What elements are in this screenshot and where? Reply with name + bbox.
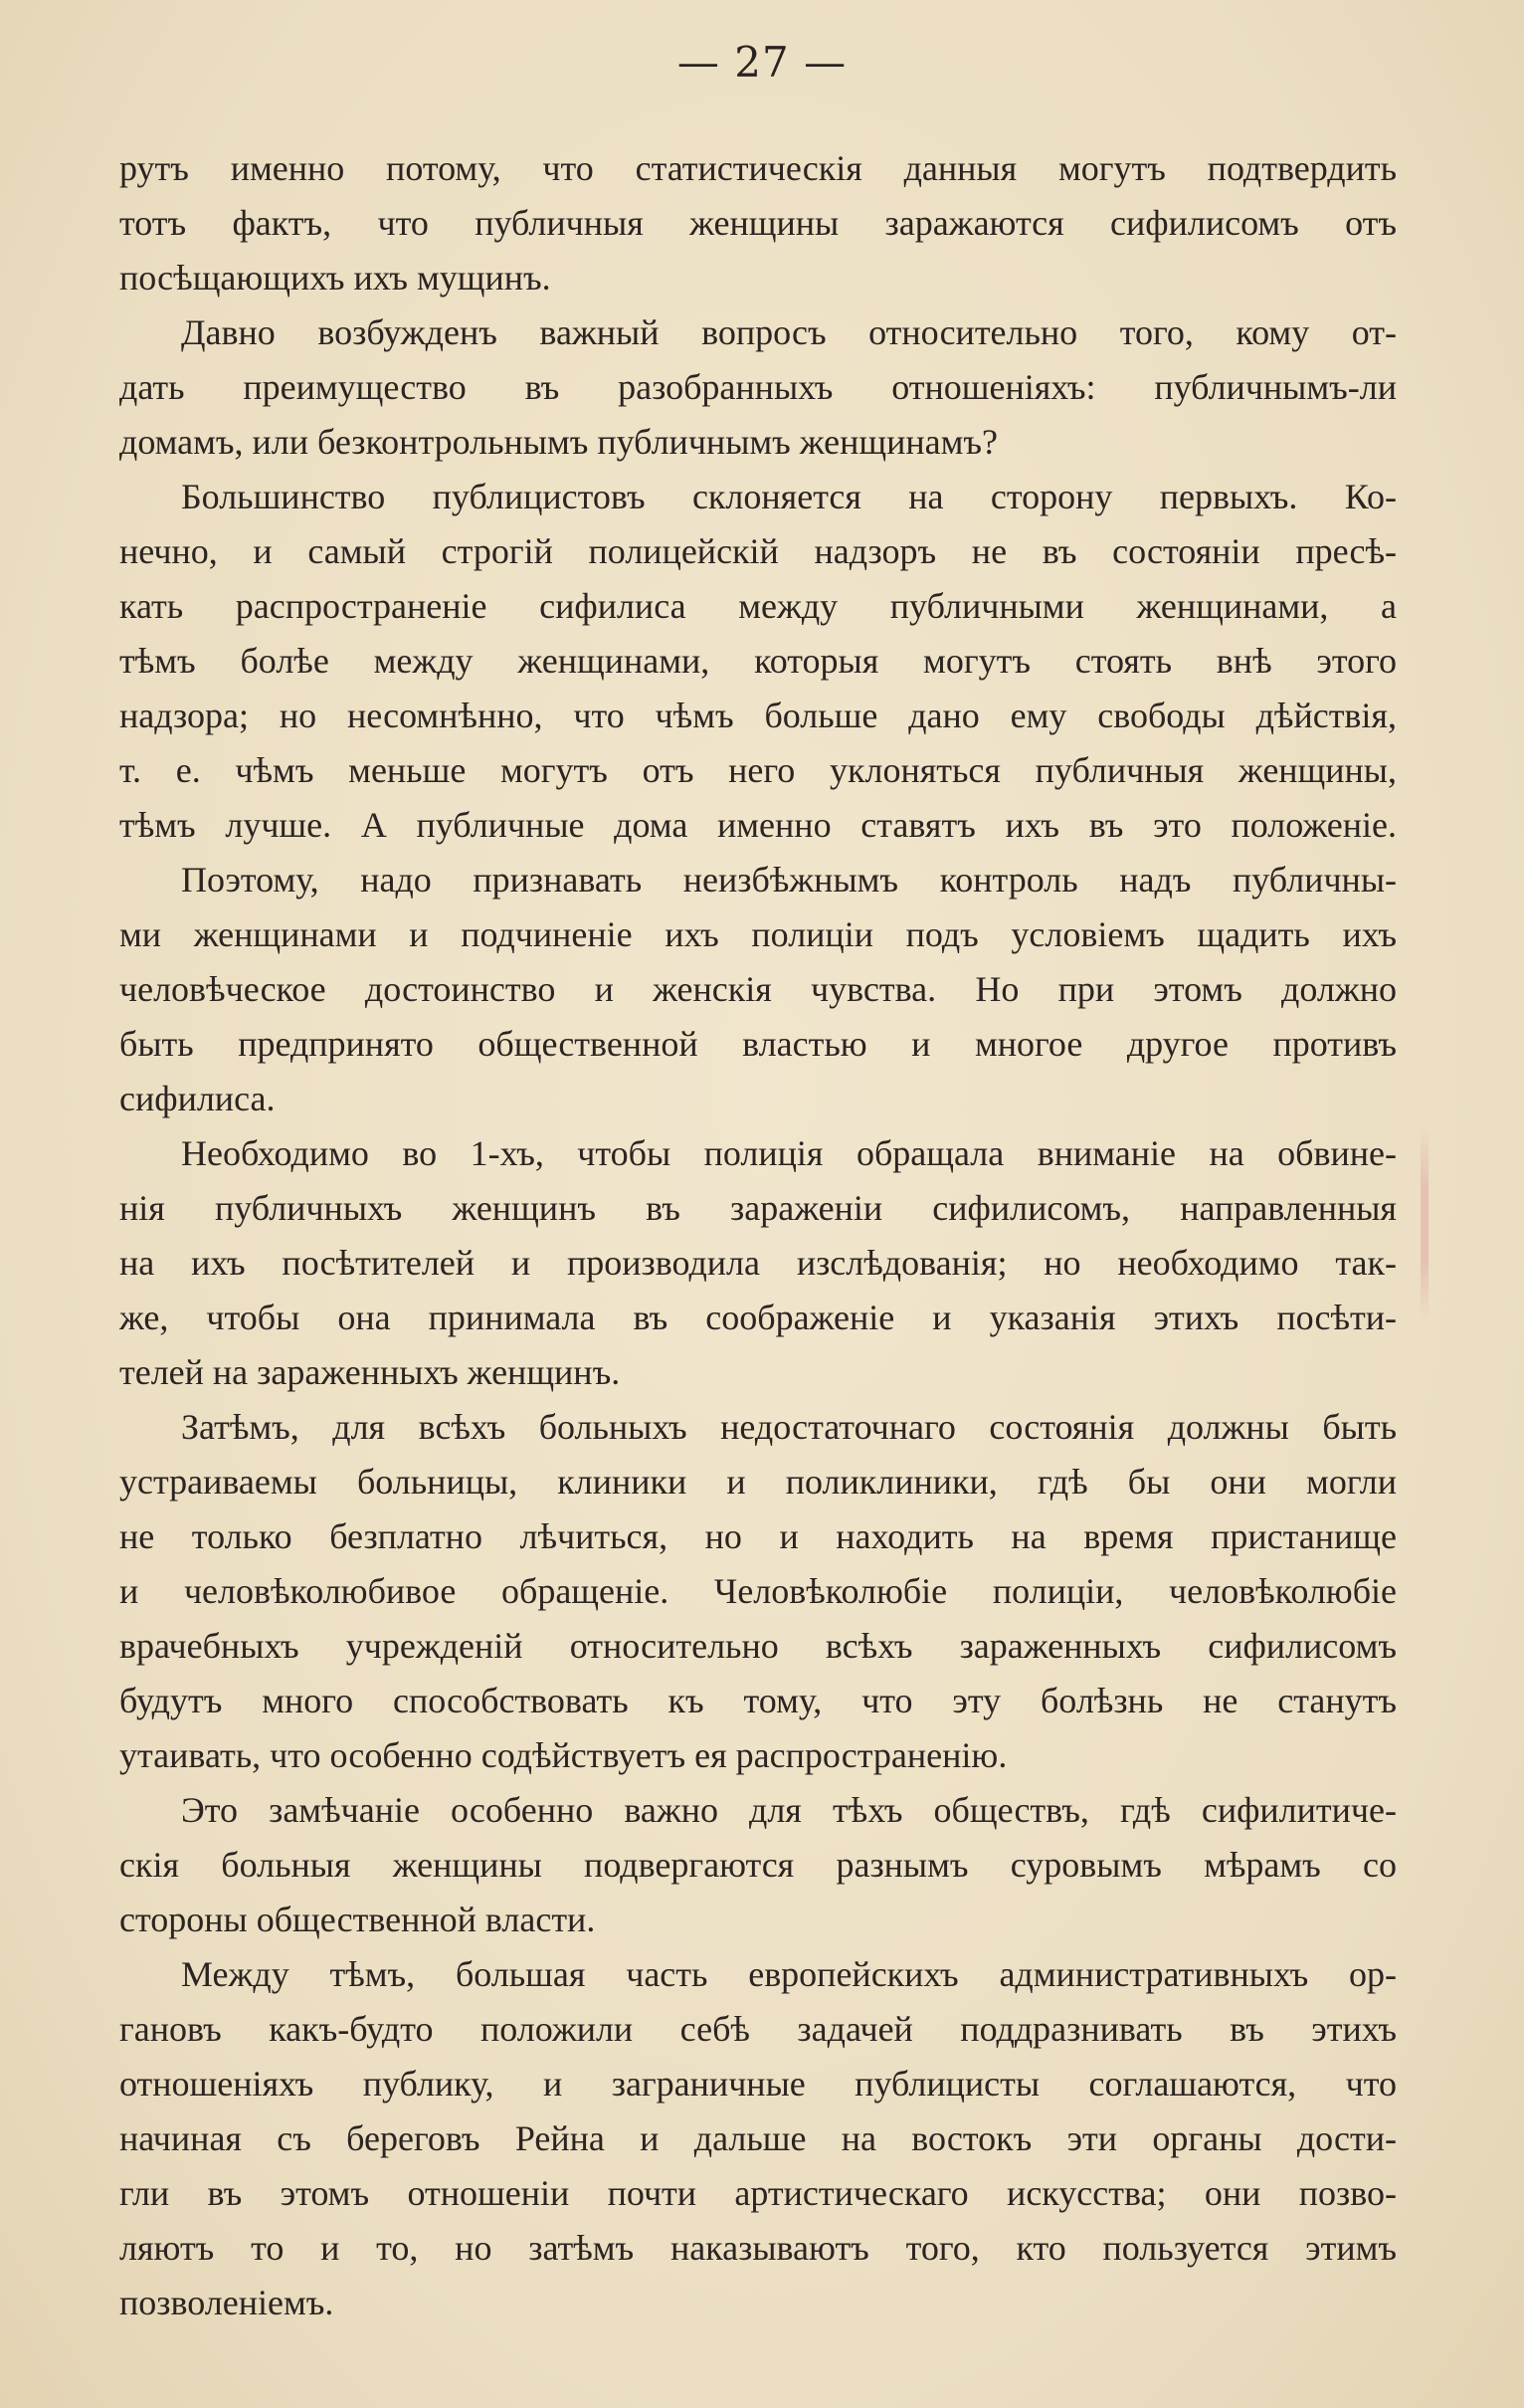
text-line: человѣческое достоинство и женскія чувства. Но при этомъ должно — [119, 969, 1397, 1009]
text-line: сифилиса. — [119, 1079, 276, 1118]
page-number: — 27 — — [676, 38, 848, 87]
text-line: не только безплатно лѣчиться, но и находить на время пристанище — [119, 1516, 1397, 1556]
text-line: гановъ какъ-будто положили себѣ задачей поддразнивать въ этихъ — [119, 2009, 1397, 2049]
text-line: отношеніяхъ публику, и заграничные публицисты соглашаются, что — [119, 2064, 1397, 2104]
text-line: скія больныя женщины подвергаются разнымъ суровымъ мѣрамъ со — [119, 1845, 1397, 1885]
text-line: нечно, и самый строгій полицейскій надзоръ не въ состояніи пресѣ- — [119, 531, 1397, 571]
text-line: тотъ фактъ, что публичныя женщины заражаются сифилисомъ отъ — [119, 203, 1397, 243]
text-line: Между тѣмъ, большая часть европейскихъ административныхъ ор- — [181, 1954, 1397, 1994]
text-line: утаивать, что особенно содѣйствуетъ ея распространенію. — [119, 1735, 1008, 1775]
text-line: тѣмъ болѣе между женщинами, которыя могутъ стоять внѣ этого — [119, 641, 1397, 681]
text-line: дать преимущество въ разобранныхъ отношеніяхъ: публичнымъ-ли — [119, 367, 1397, 407]
text-line: кать распространеніе сифилиса между публичными женщинами, а — [119, 586, 1397, 626]
text-line: позволеніемъ. — [119, 2283, 334, 2322]
text-line: и человѣколюбивое обращеніе. Человѣколюбіе полиціи, человѣколюбіе — [119, 1571, 1397, 1611]
text-line: на ихъ посѣтителей и производила изслѣдованія; но необходимо так- — [119, 1243, 1397, 1283]
text-line: гли въ этомъ отношеніи почти артистическаго искусства; они позво- — [119, 2173, 1397, 2213]
paper-stain — [1421, 1129, 1429, 1318]
text-line: начиная съ береговъ Рейна и дальше на востокъ эти органы дости- — [119, 2118, 1397, 2158]
text-line: Большинство публицистовъ склоняется на сторону первыхъ. Ко- — [181, 477, 1397, 516]
text-line: Поэтому, надо признавать неизбѣжнымъ контроль надъ публичны- — [181, 860, 1397, 900]
text-line: же, чтобы она принимала въ соображеніе и указанія этихъ посѣти- — [119, 1298, 1397, 1337]
text-line: ми женщинами и подчиненіе ихъ полиціи подъ условіемъ щадить ихъ — [119, 914, 1397, 954]
text-line: стороны общественной власти. — [119, 1900, 596, 1939]
text-line: Это замѣчаніе особенно важно для тѣхъ обществъ, гдѣ сифилитиче- — [181, 1790, 1397, 1830]
text-line: врачебныхъ учрежденій относительно всѣхъ зараженныхъ сифилисомъ — [119, 1626, 1397, 1666]
text-line: нія публичныхъ женщинъ въ зараженіи сифилисомъ, направленныя — [119, 1188, 1397, 1228]
text-line: будутъ много способствовать къ тому, что эту болѣзнь не станутъ — [119, 1681, 1397, 1720]
text-line: Необходимо во 1-хъ, чтобы полиція обращала вниманіе на обвине- — [181, 1133, 1397, 1173]
text-line: устраиваемы больницы, клиники и поликлиники, гдѣ бы они могли — [119, 1462, 1397, 1502]
text-line: тѣмъ лучше. А публичные дома именно ставятъ ихъ въ это положеніе. — [119, 805, 1397, 845]
body-text — [119, 141, 1397, 2330]
text-line: домамъ, или безконтрольнымъ публичнымъ женщинамъ? — [119, 422, 999, 462]
text-line: Давно возбужденъ важный вопросъ относительно того, кому от- — [181, 312, 1397, 352]
text-line: рутъ именно потому, что статистическія данныя могутъ подтвердить — [119, 148, 1397, 188]
text-line: Затѣмъ, для всѣхъ больныхъ недостаточнаго состоянія должны быть — [181, 1407, 1397, 1447]
text-line: т. е. чѣмъ меньше могутъ отъ него уклоняться публичныя женщины, — [119, 750, 1397, 790]
text-line: быть предпринято общественной властью и многое другое противъ — [119, 1024, 1397, 1064]
text-line: телей на зараженныхъ женщинъ. — [119, 1352, 621, 1392]
text-line: надзора; но несомнѣнно, что чѣмъ больше дано ему свободы дѣйствія, — [119, 696, 1397, 735]
text-line: посѣщающихъ ихъ мущинъ. — [119, 258, 551, 298]
text-line: ляютъ то и то, но затѣмъ наказываютъ того, кто пользуется этимъ — [119, 2228, 1397, 2268]
